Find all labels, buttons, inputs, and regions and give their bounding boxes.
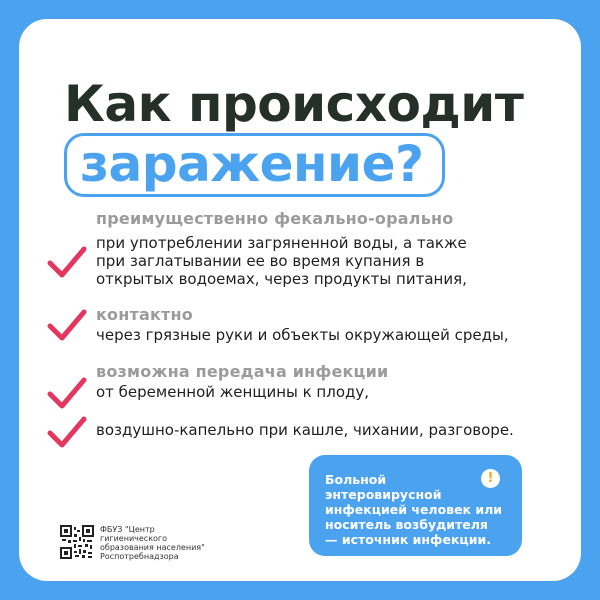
section-heading-fecal-oral: преимущественно фекально-орально	[96, 209, 454, 228]
note-text: Больной энтеровирусной инфекцией человек или носитель возбудителя — источник инфекции.	[325, 472, 503, 547]
section-text-line: через грязные руки и объекты окружающей среды,	[96, 326, 509, 344]
section-text-line: при употреблении загряненной воды, а также	[96, 234, 467, 252]
check-icon	[46, 306, 88, 344]
check-icon	[46, 243, 88, 281]
title-line-1: Как происходит	[64, 75, 524, 133]
check-icon	[46, 413, 88, 451]
section-text-line: открытых водоемах, через продукты питания,	[96, 270, 467, 288]
title-line-2: заражение?	[80, 135, 424, 193]
qr-code-icon	[60, 525, 94, 559]
exclamation-icon: !	[481, 469, 500, 488]
section-text-line: от беременной женщины к плоду,	[96, 383, 370, 401]
organization-name: ФБУЗ "Центр гигиенического образования населения" Роспотребнадзора	[100, 525, 205, 561]
section-text-line: воздушно-капельно при кашле, чихании, разговоре.	[96, 421, 514, 439]
section-heading-contact: контактно	[96, 305, 193, 324]
section-heading-transmission: возможна передача инфекции	[96, 362, 389, 381]
section-text-line: при заглатывании ее во время купания в	[96, 252, 425, 270]
check-icon	[46, 374, 88, 412]
